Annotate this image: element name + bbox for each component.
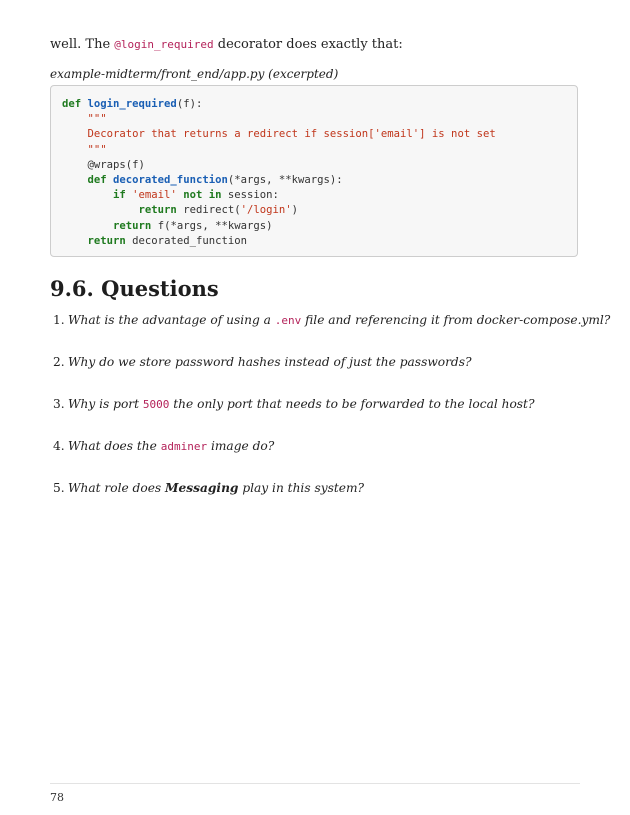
intro-text-after: decorator does exactly that: — [213, 37, 403, 52]
question-number: 4. — [53, 439, 65, 453]
code-block — [50, 85, 578, 257]
question-item — [50, 437, 580, 479]
question-text: Why is port 5000 the only port that needs to be forwarded to the local host? — [68, 397, 535, 411]
question-item — [50, 479, 580, 521]
code-listing — [62, 97, 496, 249]
code-line-5: @wraps(f) — [87, 158, 145, 171]
inline-code-decorator: @login_required — [114, 38, 214, 51]
code-line-4: """ — [87, 143, 107, 156]
intro-text-before: well. The — [50, 37, 115, 52]
question-text: Why do we store password hashes instead of just the passwords? — [68, 355, 472, 369]
inline-code-port: 5000 — [142, 398, 170, 411]
section-number: 9.6. — [50, 276, 94, 301]
question-item — [50, 395, 580, 437]
footer-divider — [50, 783, 580, 784]
question-number: 1. — [53, 313, 65, 327]
code-caption: example-midterm/front_end/app.py (excerpted) — [50, 67, 339, 81]
question-item — [50, 353, 580, 395]
code-line-8: return redirect('/login') — [138, 204, 299, 217]
code-line-1: def login_required(f): — [62, 98, 203, 110]
code-line-10: return decorated_function — [87, 234, 247, 247]
code-line-3: Decorator that returns a redirect if session['email'] is not set — [87, 128, 496, 141]
intro-paragraph — [50, 36, 403, 54]
section-title: Questions — [101, 276, 219, 301]
code-line-2: """ — [87, 113, 107, 126]
question-text: What is the advantage of using a .env file and referencing it from docker-compose.yml? — [68, 313, 611, 327]
code-line-6: def decorated_function(*args, **kwargs): — [87, 174, 343, 187]
questions-list — [50, 311, 611, 521]
question-number: 5. — [53, 481, 65, 495]
page-number: 78 — [50, 791, 64, 804]
question-number: 3. — [53, 397, 65, 411]
question-item — [50, 311, 611, 353]
inline-code-env: .env — [274, 314, 302, 327]
code-line-7: if 'email' not in session: — [113, 189, 279, 202]
question-number: 2. — [53, 355, 65, 369]
code-line-9: return f(*args, **kwargs) — [113, 219, 273, 232]
question-text: What role does Messaging play in this system? — [68, 481, 365, 495]
section-heading — [50, 276, 219, 301]
question-text: What does the adminer image do? — [68, 439, 275, 453]
inline-code-adminer: adminer — [160, 440, 208, 453]
bold-term-messaging: Messaging — [165, 481, 239, 495]
